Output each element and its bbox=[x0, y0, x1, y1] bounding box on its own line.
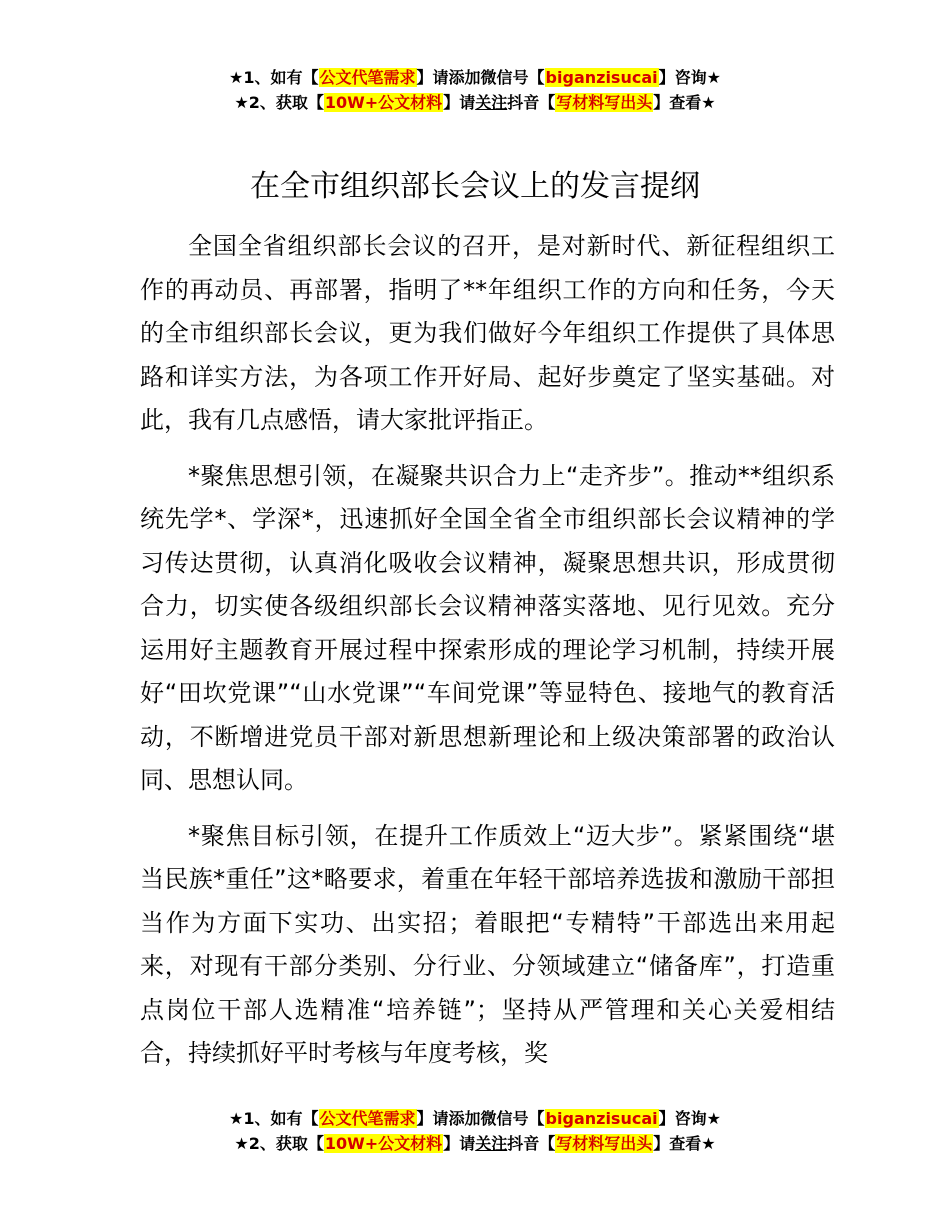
paragraph: *聚焦目标引领，在提升工作质效上“迈大步”。紧紧围绕“堪当民族*重任”这*略要求，着重在年轻干部培养选拔和激励干部担当作为方面下实功、出实招；着眼把“专精特”干部选出来用起来，对现有干部分类别、分行业、分领域建立“储备库”，打造重点岗位干部人选精准“培养链”；坚持从严管理和关心关爱相结合，持续抓好平时考核与年度考核，奖 bbox=[140, 821, 835, 1067]
paragraph: *聚焦思想引领，在凝聚共识合力上“走齐步”。推动**组织系统先学*、学深*，迅速抓好全国全省全市组织部长会议精神的学习传达贯彻，认真消化吸收会议精神，凝聚思想共识，形成贯彻合力，切实使各级组织部长会议精神落实落地、见行见效。充分运用好主题教育开展过程中探索形成的理论学习机制，持续开展好“田坎党课”“山水党课”“车间党课”等显特色、接地气的教育活动，不断增进党员干部对新思想新理论和上级决策部署的政治认同、思想认同。 bbox=[140, 461, 835, 794]
promo-line-2 bbox=[0, 1131, 950, 1156]
promo-highlight: 公文代笔需求 bbox=[319, 68, 416, 87]
promo-line-1 bbox=[0, 1106, 950, 1131]
promo-banner-bottom bbox=[0, 1106, 950, 1156]
promo-highlight: 10W+公文材料 bbox=[324, 1134, 443, 1153]
promo-text: 抖音【 bbox=[507, 93, 556, 112]
promo-highlight: 写材料写出头 bbox=[556, 1134, 653, 1153]
promo-highlight: 公文代笔需求 bbox=[319, 1109, 416, 1128]
document-title: 在全市组织部长会议上的发言提纲 bbox=[250, 169, 700, 204]
promo-underlined: 关注 bbox=[475, 93, 508, 112]
promo-text: ★1、如有【 bbox=[229, 1109, 319, 1128]
promo-highlight: biganzisucai bbox=[545, 1109, 658, 1128]
promo-text: 】咨询★ bbox=[658, 1109, 721, 1128]
promo-highlight: 10W+公文材料 bbox=[324, 93, 443, 112]
promo-text: 】查看★ bbox=[653, 1134, 716, 1153]
promo-text: 抖音【 bbox=[507, 1134, 556, 1153]
promo-banner-top bbox=[0, 65, 950, 115]
promo-text: 】请 bbox=[443, 1134, 476, 1153]
promo-text: 】咨询★ bbox=[658, 68, 721, 87]
promo-underlined: 关注 bbox=[475, 1134, 508, 1153]
promo-highlight: biganzisucai bbox=[545, 68, 658, 87]
promo-text: 】请添加微信号【 bbox=[416, 1109, 545, 1128]
document-body bbox=[140, 225, 835, 1088]
promo-line-2 bbox=[0, 90, 950, 115]
promo-text: 】请 bbox=[443, 93, 476, 112]
promo-text: ★2、获取【 bbox=[234, 1134, 324, 1153]
promo-line-1 bbox=[0, 65, 950, 90]
promo-text: ★2、获取【 bbox=[234, 93, 324, 112]
promo-text: 】查看★ bbox=[653, 93, 716, 112]
paragraph: 全国全省组织部长会议的召开，是对新时代、新征程组织工作的再动员、再部署，指明了**年组织工作的方向和任务，今天的全市组织部长会议，更为我们做好今年组织工作提供了具体思路和详实方法，为各项工作开好局、起好步奠定了坚实基础。对此，我有几点感悟，请大家批评指正。 bbox=[140, 232, 835, 434]
promo-highlight: 写材料写出头 bbox=[556, 93, 653, 112]
promo-text: 】请添加微信号【 bbox=[416, 68, 545, 87]
promo-text: ★1、如有【 bbox=[229, 68, 319, 87]
